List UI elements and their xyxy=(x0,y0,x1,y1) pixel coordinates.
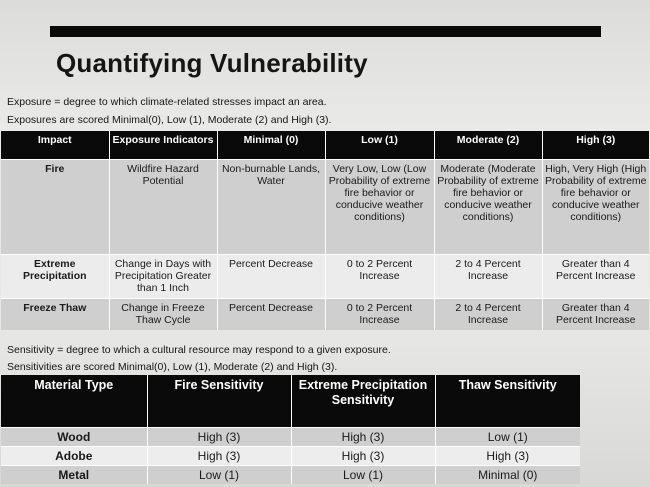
table-cell: Greater than 4 Percent Increase xyxy=(542,299,649,331)
impact-cell: Extreme Precipitation xyxy=(1,255,109,299)
table-cell: 0 to 2 Percent Increase xyxy=(325,255,434,299)
table-cell: Change in Freeze Thaw Cycle xyxy=(109,299,217,331)
exposure-definition: Exposure = degree to which climate-related stresses impact an area. xyxy=(7,96,327,108)
table-row xyxy=(1,299,649,331)
material-cell: Wood xyxy=(1,428,147,447)
table-cell: Low (1) xyxy=(435,428,580,447)
sensitivity-definition: Sensitivity = degree to which a cultural resource may respond to a given exposure. xyxy=(7,344,391,356)
table-cell: Greater than 4 Percent Increase xyxy=(542,255,649,299)
table-cell: High (3) xyxy=(147,428,291,447)
impact-cell: Freeze Thaw xyxy=(1,299,109,331)
header-extreme-precipitation-sensitivity: Extreme Precipitation Sensitivity xyxy=(291,375,435,428)
exposure-header-row xyxy=(1,131,649,160)
table-row xyxy=(1,255,649,299)
header-impact: Impact xyxy=(1,131,109,160)
table-cell: Percent Decrease xyxy=(217,299,325,331)
table-row xyxy=(1,160,649,255)
impact-cell: Fire xyxy=(1,160,109,255)
exposure-table xyxy=(1,131,649,330)
sensitivity-scoring: Sensitivities are scored Minimal(0), Low (1), Moderate (2) and High (3). xyxy=(7,361,338,373)
header-minimal: Minimal (0) xyxy=(217,131,325,160)
exposure-scoring: Exposures are scored Minimal(0), Low (1), Moderate (2) and High (3). xyxy=(7,114,332,126)
table-cell: Low (1) xyxy=(147,466,291,485)
table-cell: Percent Decrease xyxy=(217,255,325,299)
header-moderate: Moderate (2) xyxy=(434,131,542,160)
table-row xyxy=(1,447,580,466)
slide-title: Quantifying Vulnerability xyxy=(56,48,368,78)
header-fire-sensitivity: Fire Sensitivity xyxy=(147,375,291,428)
table-cell: 2 to 4 Percent Increase xyxy=(434,299,542,331)
table-cell: Change in Days with Precipitation Greater than 1 Inch xyxy=(109,255,217,299)
header-material-type: Material Type xyxy=(1,375,147,428)
title-bar-decoration xyxy=(50,26,601,37)
header-high: High (3) xyxy=(542,131,649,160)
header-low: Low (1) xyxy=(325,131,434,160)
table-cell: Moderate (Moderate Probability of extreme fire behavior or conducive weather conditions) xyxy=(434,160,542,255)
material-cell: Metal xyxy=(1,466,147,485)
table-cell: Wildfire Hazard Potential xyxy=(109,160,217,255)
sensitivity-table xyxy=(1,375,580,484)
table-cell: High (3) xyxy=(147,447,291,466)
table-row xyxy=(1,466,580,485)
table-cell: High (3) xyxy=(435,447,580,466)
table-cell: 2 to 4 Percent Increase xyxy=(434,255,542,299)
table-cell: High (3) xyxy=(291,447,435,466)
header-thaw-sensitivity: Thaw Sensitivity xyxy=(435,375,580,428)
table-cell: High, Very High (High Probability of extreme fire behavior or conducive weather conditions) xyxy=(542,160,649,255)
table-cell: Low (1) xyxy=(291,466,435,485)
header-exposure-indicators: Exposure Indicators xyxy=(109,131,217,160)
table-cell: Minimal (0) xyxy=(435,466,580,485)
table-cell: 0 to 2 Percent Increase xyxy=(325,299,434,331)
sensitivity-header-row xyxy=(1,375,580,428)
table-cell: Non-burnable Lands, Water xyxy=(217,160,325,255)
table-cell: High (3) xyxy=(291,428,435,447)
table-row xyxy=(1,428,580,447)
table-cell: Very Low, Low (Low Probability of extreme fire behavior or conducive weather conditions) xyxy=(325,160,434,255)
material-cell: Adobe xyxy=(1,447,147,466)
